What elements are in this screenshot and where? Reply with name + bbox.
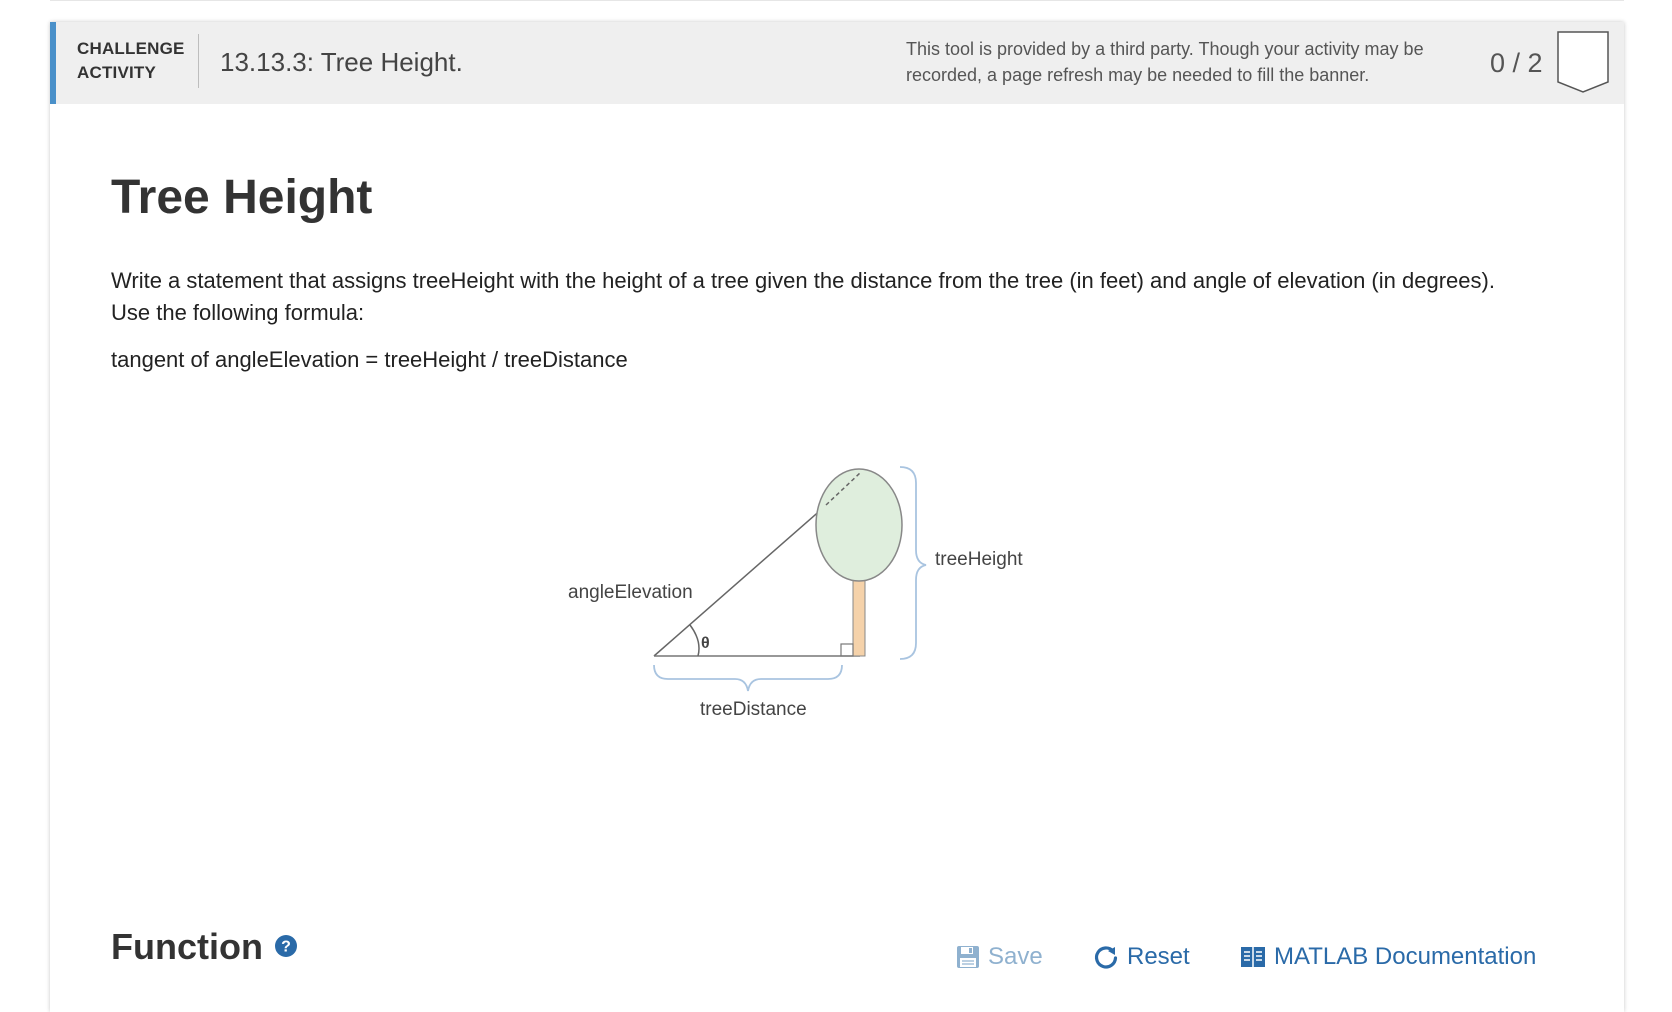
floppy-disk-icon: [956, 945, 980, 969]
angle-elevation-label: angleElevation: [568, 582, 693, 603]
save-label: Save: [988, 943, 1043, 970]
save-button[interactable]: [956, 940, 1043, 974]
label-line-2: ACTIVITY: [77, 63, 157, 82]
score-display: 0 / 2: [1490, 48, 1543, 78]
function-section-title: Function: [111, 926, 263, 967]
activity-title: 13.13.3: Tree Height.: [220, 47, 463, 77]
top-rule: [50, 0, 1624, 1]
theta-symbol: θ: [701, 635, 710, 652]
refresh-icon: [1093, 944, 1119, 970]
svg-text:?: ?: [281, 938, 291, 956]
doc-label: MATLAB Documentation: [1274, 943, 1537, 970]
distance-brace: [654, 665, 842, 691]
page-title: Tree Height: [111, 171, 373, 224]
hypotenuse-line: [654, 501, 831, 656]
tree-distance-label: treeDistance: [700, 699, 807, 720]
tree-trunk: [853, 578, 865, 656]
tree-height-diagram: [560, 455, 1060, 735]
angle-arc: [690, 625, 699, 656]
tree-canopy: [816, 469, 902, 581]
problem-description: Write a statement that assigns treeHeight with the height of a tree given the distance from the tree (in feet) and angle of elevation (in degrees). Use the following formula:: [111, 268, 1495, 325]
completion-badge-icon: [1556, 30, 1610, 96]
challenge-activity-label: [77, 37, 185, 85]
activity-banner: [50, 22, 1624, 104]
tree-height-label: treeHeight: [935, 549, 1023, 570]
reset-button[interactable]: [1093, 940, 1190, 974]
reset-label: Reset: [1127, 943, 1190, 970]
third-party-notice: This tool is provided by a third party. Though your activity may be recorded, a page refresh may be needed to fill the banner.: [906, 39, 1424, 85]
question-circle-icon[interactable]: [274, 934, 298, 958]
formula-text: tangent of angleElevation = treeHeight / treeDistance: [111, 347, 628, 372]
label-line-1: CHALLENGE: [77, 39, 185, 58]
banner-divider: [198, 34, 199, 88]
height-brace: [900, 467, 926, 659]
matlab-documentation-link[interactable]: [1240, 940, 1536, 974]
right-angle-marker: [841, 644, 853, 656]
book-icon: [1240, 945, 1266, 969]
